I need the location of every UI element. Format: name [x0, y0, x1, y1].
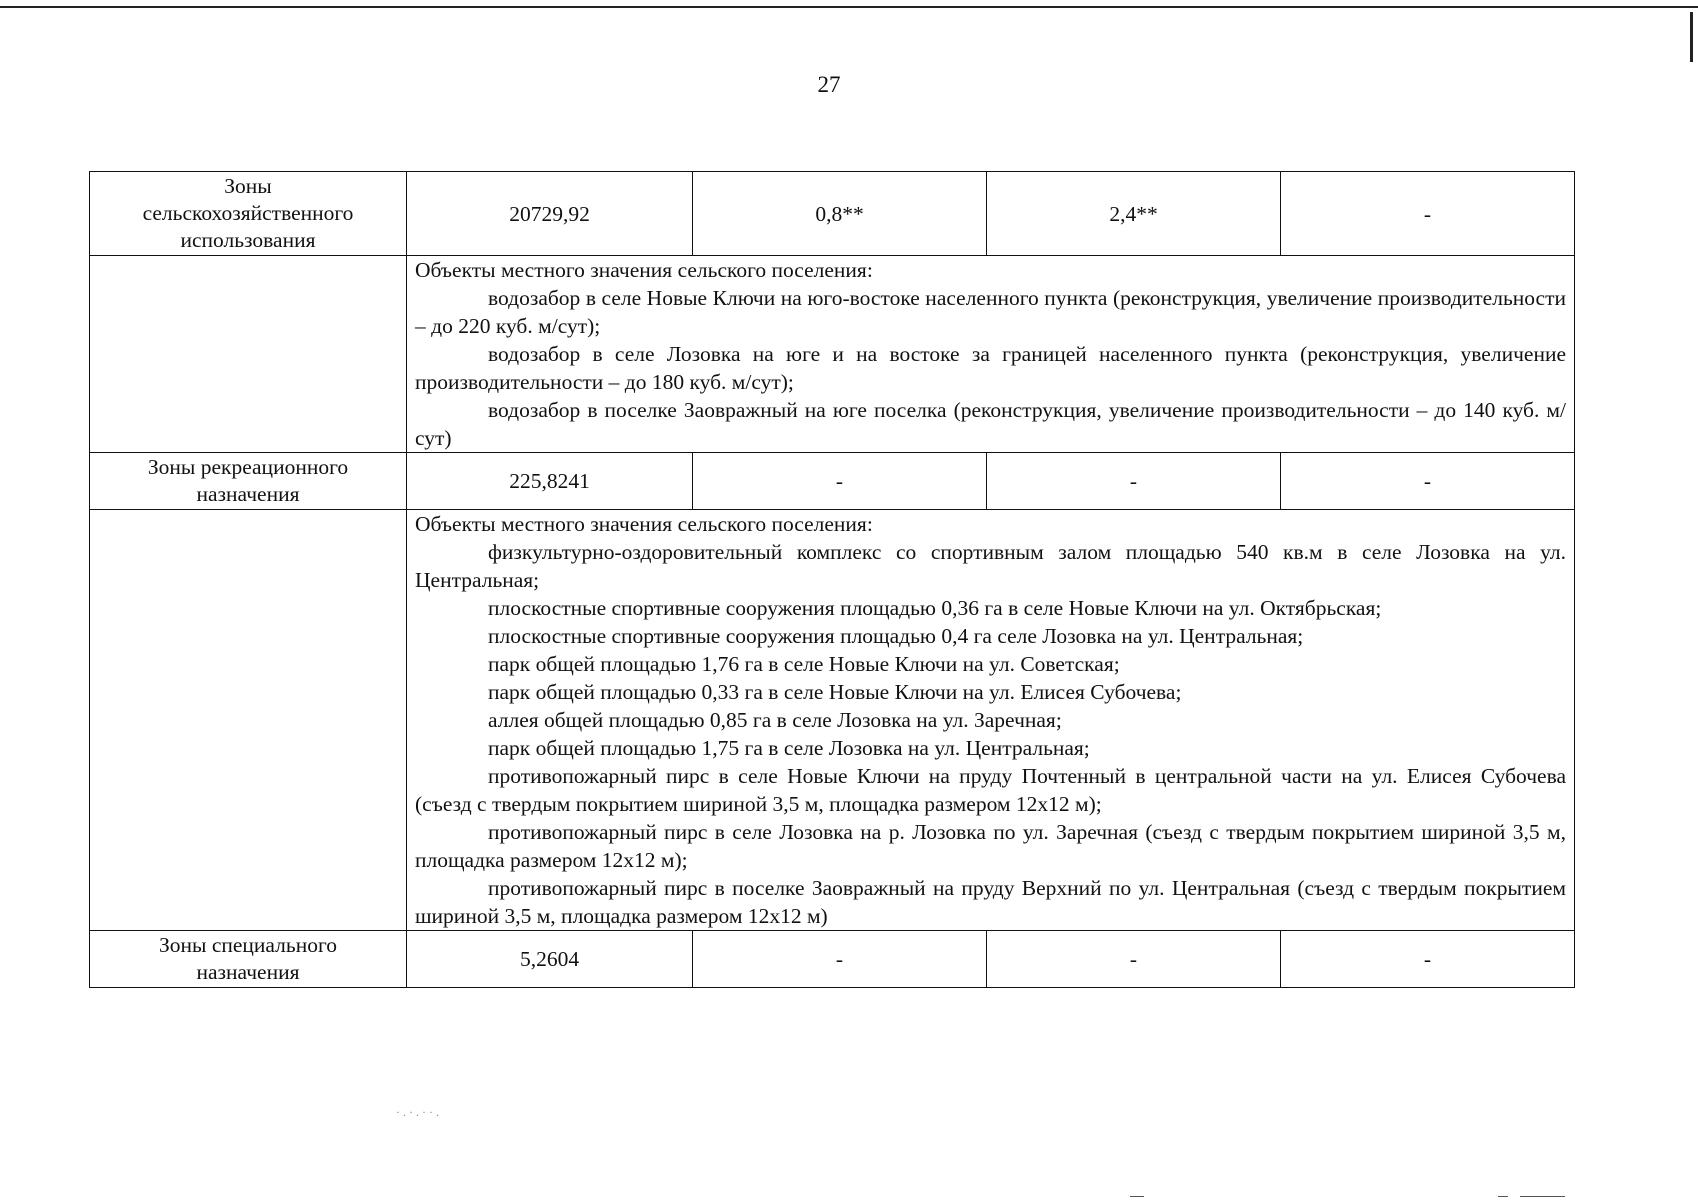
- zone-name-line: Зоны рекреационного: [147, 455, 349, 479]
- table-row: [90, 256, 1575, 453]
- list-item: парк общей площадью 1,75 га в селе Лозовка на ул. Центральная;: [488, 736, 1090, 760]
- list-item: плоскостные спортивные сооружения площадью 0,4 га селе Лозовка на ул. Центральная;: [488, 624, 1304, 648]
- area-cell: 5,2604: [407, 931, 693, 988]
- table-row: [90, 453, 1575, 510]
- area-cell: 225,8241: [407, 453, 693, 510]
- zones-table: [89, 171, 1575, 988]
- value-cell-4: -: [987, 453, 1281, 510]
- objects-heading: Объекты местного значения сельского поселения:: [415, 258, 873, 282]
- list-item: парк общей площадью 0,33 га в селе Новые Ключи на ул. Елисея Субочева;: [488, 680, 1182, 704]
- empty-cell: [90, 256, 407, 453]
- right-edge-mark: [1690, 12, 1693, 62]
- objects-heading: Объекты местного значения сельского поселения:: [415, 512, 873, 536]
- table-row: [90, 510, 1575, 931]
- value-cell-5: -: [1281, 172, 1575, 256]
- area-cell: 20729,92: [407, 172, 693, 256]
- list-item: водозабор в поселке Заовражный на юге поселка (реконструкция, увеличение производительности – до 140 куб. м/сут): [415, 398, 1566, 450]
- zone-name-cell: [90, 931, 407, 988]
- list-item: водозабор в селе Новые Ключи на юго-востоке населенного пункта (реконструкция, увеличение производительности – до 220 куб. м/сут);: [415, 286, 1566, 338]
- scan-dash: [1130, 1196, 1144, 1197]
- value-cell-3: -: [693, 453, 987, 510]
- list-item: водозабор в селе Лозовка на юге и на востоке за границей населенного пункта (реконструкция, увеличение производительности – до 180 куб. м/сут);: [415, 342, 1566, 394]
- scan-speck: ·.·.··.: [396, 1105, 442, 1119]
- list-item: аллея общей площадью 0,85 га в селе Лозовка на ул. Заречная;: [488, 708, 1062, 732]
- value-cell-4: 2,4**: [987, 172, 1281, 256]
- value-cell-5: -: [1281, 931, 1575, 988]
- value-cell-5: -: [1281, 453, 1575, 510]
- value-cell-3: 0,8**: [693, 172, 987, 256]
- list-item: физкультурно-оздоровительный комплекс со спортивным залом площадью 540 кв.м в селе Лозовка на ул. Центральная;: [415, 540, 1566, 592]
- top-border-line: [0, 6, 1698, 8]
- zone-name-line: Зоны специального: [158, 933, 337, 957]
- objects-description-cell: [407, 256, 1575, 453]
- page-number: 27: [817, 72, 841, 97]
- zone-name-line: назначения: [196, 482, 300, 506]
- list-item: противопожарный пирс в селе Новые Ключи на пруду Почтенный в центральной части на ул. Елисея Субочева (съезд с твердым покрытием шириной 3,5 м, площадка размером 12х12 м);: [415, 764, 1566, 816]
- list-item: противопожарный пирс в поселке Заовражный на пруду Верхний по ул. Центральная (съезд с твердым покрытием шириной 3,5 м, площадка размером 12х12 м): [415, 876, 1566, 928]
- list-item: плоскостные спортивные сооружения площадью 0,36 га в селе Новые Ключи на ул. Октябрьская;: [488, 596, 1382, 620]
- list-item: противопожарный пирс в селе Лозовка на р. Лозовка по ул. Заречная (съезд с твердым покрытием шириной 3,5 м, площадка размером 12х12 м);: [415, 820, 1566, 872]
- scan-dash: [1498, 1196, 1508, 1197]
- objects-description-cell: [407, 510, 1575, 931]
- empty-cell: [90, 510, 407, 931]
- list-item: парк общей площадью 1,76 га в селе Новые Ключи на ул. Советская;: [488, 652, 1120, 676]
- zone-name-line: использования: [180, 228, 316, 252]
- scan-dash: [1520, 1196, 1565, 1197]
- value-cell-4: -: [987, 931, 1281, 988]
- table-row: [90, 931, 1575, 988]
- table-row: [90, 172, 1575, 256]
- zone-name-line: сельскохозяйственного: [142, 201, 354, 225]
- zone-name-cell: [90, 453, 407, 510]
- value-cell-3: -: [693, 931, 987, 988]
- zone-name-cell: [90, 172, 407, 256]
- zone-name-line: Зоны: [224, 174, 272, 198]
- zone-name-line: назначения: [196, 960, 300, 984]
